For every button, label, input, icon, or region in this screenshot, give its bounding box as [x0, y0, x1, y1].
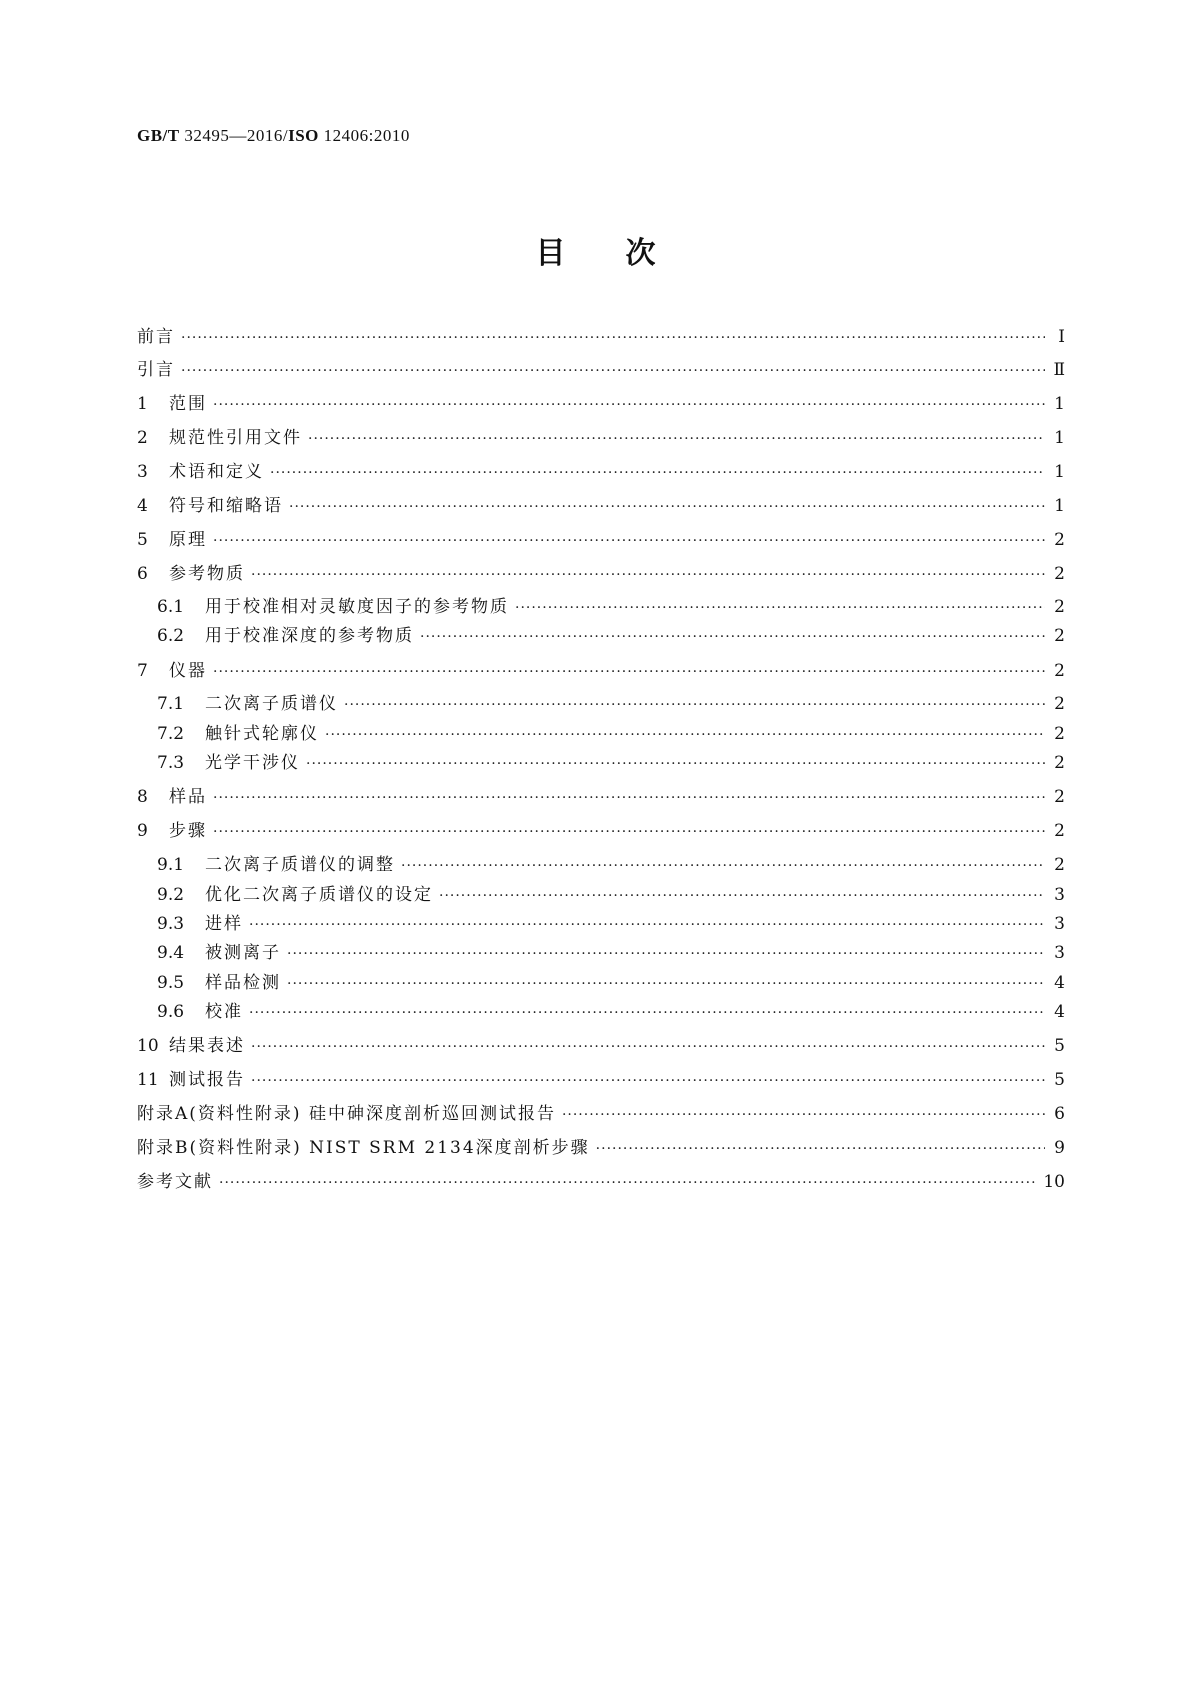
toc-entry-number: 9.6 [157, 1002, 185, 1022]
toc-entry[interactable] [157, 854, 1065, 876]
toc-entry-page: 6 [1054, 1104, 1065, 1124]
toc-entry-number: 3 [137, 462, 148, 482]
toc-entry-title: 光学干涉仪 [205, 753, 300, 773]
toc-leader-dots [401, 855, 1045, 877]
toc-leader-dots [213, 787, 1045, 809]
toc-entry-page: 4 [1054, 1002, 1065, 1022]
toc-entry-title: 被测离子 [205, 943, 281, 963]
page-title: 目次 [535, 236, 716, 271]
toc-entry[interactable] [157, 942, 1065, 964]
toc-leader-dots [213, 661, 1045, 683]
toc-entry-number: 9.2 [157, 885, 185, 905]
iso-prefix: ISO [288, 126, 319, 145]
toc-leader-dots [325, 724, 1045, 746]
toc-entry-page: 4 [1054, 973, 1065, 993]
toc-entry-title: 引言 [137, 360, 175, 380]
toc-entry-number: 4 [137, 496, 148, 516]
toc-entry-number: 7.1 [157, 694, 185, 714]
toc-entry-title: 参考物质 [169, 564, 245, 584]
toc-entry[interactable] [157, 913, 1065, 935]
toc-entry-number: 5 [137, 530, 148, 550]
toc-entry-page: 1 [1054, 394, 1065, 414]
toc-entry-title: 参考文献 [137, 1172, 213, 1192]
toc-entry[interactable] [137, 820, 1065, 842]
toc-leader-dots [219, 1172, 1037, 1194]
toc-leader-dots [251, 1036, 1045, 1058]
toc-entry-page: 2 [1054, 530, 1065, 550]
toc-entry-number: 6.2 [157, 626, 185, 646]
toc-entry-page: 2 [1054, 787, 1065, 807]
toc-entry-title: 规范性引用文件 [169, 428, 302, 448]
toc-entry-title: 二次离子质谱仪 [205, 694, 338, 714]
toc-entry-page: 1 [1054, 428, 1065, 448]
toc-leader-dots [213, 821, 1045, 843]
toc-entry-page: 2 [1054, 661, 1065, 681]
toc-entry-title: 用于校准深度的参考物质 [205, 626, 414, 646]
toc-leader-dots [287, 943, 1045, 965]
toc-entry[interactable] [137, 1103, 1065, 1125]
toc-entry[interactable] [137, 326, 1065, 348]
toc-leader-dots [251, 1070, 1045, 1092]
standard-code: 32495—2016/ [179, 126, 289, 145]
toc-leader-dots [287, 973, 1045, 995]
toc-leader-dots [344, 694, 1045, 716]
toc-leader-dots [251, 564, 1045, 586]
toc-entry-page: 3 [1054, 914, 1065, 934]
toc-leader-dots [181, 360, 1045, 382]
toc-entry-page: 9 [1054, 1138, 1065, 1158]
toc-entry[interactable] [137, 563, 1065, 585]
toc-entry-number: 7 [137, 661, 148, 681]
toc-entry[interactable] [157, 752, 1065, 774]
toc-entry-title: 二次离子质谱仪的调整 [205, 855, 395, 875]
toc-entry-title: 前言 [137, 327, 175, 347]
toc-entry-title: 符号和缩略语 [169, 496, 283, 516]
toc-entry-title: 触针式轮廓仪 [205, 724, 319, 744]
standard-number [137, 126, 410, 146]
toc-leader-dots [213, 394, 1045, 416]
toc-leader-dots [249, 914, 1045, 936]
toc-entry-page: 2 [1054, 564, 1065, 584]
toc-leader-dots [562, 1104, 1045, 1126]
toc-entry-title: 原理 [169, 530, 207, 550]
toc-entry-number: 6.1 [157, 597, 185, 617]
toc-entry-page: 2 [1054, 753, 1065, 773]
toc-entry-title: 结果表述 [169, 1036, 245, 1056]
toc-entry-title: 样品检测 [205, 973, 281, 993]
toc-entry[interactable] [137, 495, 1065, 517]
toc-entry-number: 9.1 [157, 855, 185, 875]
toc-entry-number: 2 [137, 428, 148, 448]
toc-entry[interactable] [157, 596, 1065, 618]
toc-entry-title: 测试报告 [169, 1070, 245, 1090]
toc-entry-title: 附录A(资料性附录) 硅中砷深度剖析巡回测试报告 [137, 1104, 556, 1124]
toc-leader-dots [515, 597, 1045, 619]
toc-entry-page: 5 [1054, 1070, 1065, 1090]
toc-entry-page: Ⅱ [1053, 360, 1065, 380]
toc-entry-title: 样品 [169, 787, 207, 807]
toc-entry[interactable] [157, 625, 1065, 647]
toc-leader-dots [596, 1138, 1045, 1160]
toc-entry[interactable] [157, 884, 1065, 906]
toc-entry-number: 6 [137, 564, 148, 584]
toc-entry-number: 9.5 [157, 973, 185, 993]
toc-entry[interactable] [137, 1035, 1065, 1057]
toc-entry-page: 2 [1054, 694, 1065, 714]
toc-entry[interactable] [137, 1069, 1065, 1091]
toc-leader-dots [181, 327, 1045, 349]
toc-leader-dots [308, 428, 1045, 450]
toc-entry-number: 9 [137, 821, 148, 841]
toc-entry-number: 7.3 [157, 753, 185, 773]
toc-leader-dots [249, 1002, 1045, 1024]
toc-entry[interactable] [137, 786, 1065, 808]
toc-entry-number: 11 [137, 1070, 159, 1090]
toc-leader-dots [213, 530, 1045, 552]
toc-entry[interactable] [157, 972, 1065, 994]
toc-entry-title: 附录B(资料性附录) NIST SRM 2134深度剖析步骤 [137, 1138, 590, 1158]
toc-entry-number: 1 [137, 394, 148, 414]
toc-entry-page: 10 [1043, 1172, 1065, 1192]
toc-entry[interactable] [137, 660, 1065, 682]
iso-code: 12406:2010 [318, 126, 410, 145]
toc-entry-page: 2 [1054, 724, 1065, 744]
toc-entry-number: 9.4 [157, 943, 185, 963]
toc-leader-dots [420, 626, 1045, 648]
toc-entry-title: 术语和定义 [169, 462, 264, 482]
toc-entry-number: 10 [137, 1036, 159, 1056]
toc-entry-title: 进样 [205, 914, 243, 934]
toc-entry-number: 9.3 [157, 914, 185, 934]
toc-entry[interactable] [157, 693, 1065, 715]
toc-entry-page: 5 [1054, 1036, 1065, 1056]
toc-entry[interactable] [157, 723, 1065, 745]
toc-entry[interactable] [137, 359, 1065, 381]
toc-entry[interactable] [137, 529, 1065, 551]
toc-entry[interactable] [157, 1001, 1065, 1023]
toc-entry-number: 8 [137, 787, 148, 807]
toc-entry-title: 步骤 [169, 821, 207, 841]
toc-entry-title: 用于校准相对灵敏度因子的参考物质 [205, 597, 509, 617]
toc-leader-dots [439, 885, 1045, 907]
toc-leader-dots [270, 462, 1045, 484]
toc-leader-dots [289, 496, 1045, 518]
toc-entry-page: 2 [1054, 626, 1065, 646]
toc-entry-title: 范围 [169, 394, 207, 414]
toc-entry-page: 2 [1054, 855, 1065, 875]
toc-entry-page: 2 [1054, 821, 1065, 841]
toc-entry-page: 1 [1054, 462, 1065, 482]
toc-entry[interactable] [137, 393, 1065, 415]
toc-entry[interactable] [137, 1137, 1065, 1159]
toc-entry-number: 7.2 [157, 724, 185, 744]
toc-entry-title: 仪器 [169, 661, 207, 681]
toc-entry[interactable] [137, 1171, 1065, 1193]
toc-entry-page: 3 [1054, 943, 1065, 963]
toc-entry-page: 2 [1054, 597, 1065, 617]
toc-entry-page: 3 [1054, 885, 1065, 905]
toc-entry-page: 1 [1054, 496, 1065, 516]
toc-entry-title: 优化二次离子质谱仪的设定 [205, 885, 433, 905]
standard-prefix: GB/T [137, 126, 180, 145]
toc-entry[interactable] [137, 461, 1065, 483]
toc-entry-page: Ⅰ [1058, 327, 1065, 347]
toc-entry-title: 校准 [205, 1002, 243, 1022]
toc-entry[interactable] [137, 427, 1065, 449]
toc-leader-dots [306, 753, 1045, 775]
